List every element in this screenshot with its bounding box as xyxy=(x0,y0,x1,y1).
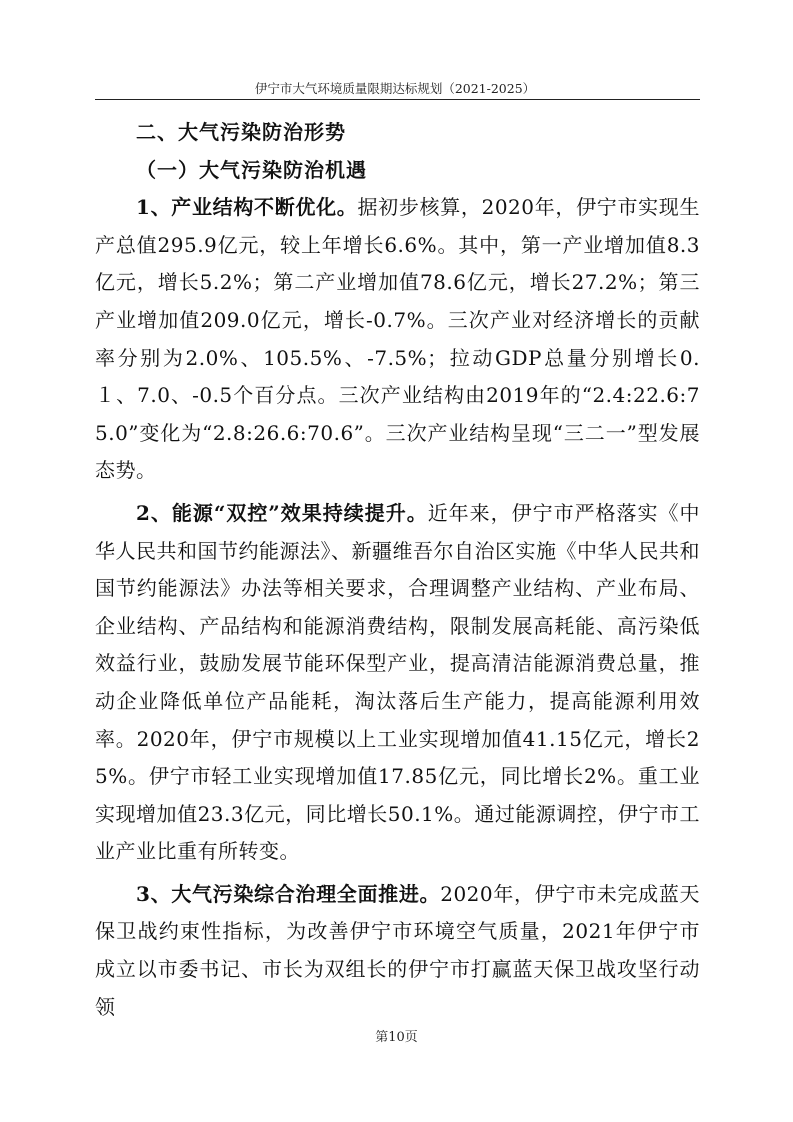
paragraph-industry-structure xyxy=(95,189,700,490)
page-number: 第10页 xyxy=(375,1030,418,1045)
page-body xyxy=(95,114,700,1026)
paragraph-lead: 3、大气污染综合治理全面推进。 xyxy=(136,881,441,906)
paragraph-text: 2020年，伊宁市未完成蓝天保卫战约束性指标，为改善伊宁市环境空气质量，2021年伊宁市成立以市委书记、市长为双组长的伊宁市打赢蓝天保卫战攻坚行动领 xyxy=(95,881,701,1019)
header-divider xyxy=(95,99,700,100)
paragraph-text: 近年来，伊宁市严格落实《中华人民共和国节约能源法》、新疆维吾尔自治区实施《中华人民共和国节约能源法》办法等相关要求，合理调整产业结构、产业布局、企业结构、产品结构和能源消费结构，限制发展高耗能、高污染低效益行业，鼓励发展节能环保型产业，提高清洁能源消费总量，推动企业降低单位产品能耗，淘汰落后生产能力，提高能源利用效率。2020年，伊宁市规模以上工业实现增加值41.15亿元，增长25%。伊宁市轻工业实现增加值17.85亿元，同比增长2%。重工业实现增加值23.3亿元，同比增长50.1%。通过能源调控，伊宁市工业产业比重有所转变。 xyxy=(95,500,700,864)
running-header: 伊宁市大气环境质量限期达标规划（2021-2025） xyxy=(254,81,536,96)
paragraph-pollution-governance xyxy=(95,876,700,1026)
section-heading: 二、大气污染防治形势 xyxy=(136,120,346,144)
paragraph-lead: 1、产业结构不断优化。 xyxy=(136,195,358,220)
paragraph-lead: 2、能源“双控”效果持续提升。 xyxy=(136,500,428,525)
subsection-heading: （一）大气污染防治机遇 xyxy=(136,157,367,182)
paragraph-energy-control xyxy=(95,495,700,871)
paragraph-text: 据初步核算，2020年，伊宁市实现生产总值295.9亿元，较上年增长6.6%。其中，第一产业增加值8.3亿元，增长5.2%；第二产业增加值78.6亿元，增长27.2%；第三产业增加值209.0亿元，增长-0.7%。三次产业对经济增长的贡献率分别为2.0%、105.5%、-7.5%；拉动GDP总量分别增长0.１、7.0、-0.5个百分点。三次产业结构由2019年的“2.4:22.6:75.0”变化为“2.8:26.6:70.6”。三次产业结构呈现“三二一”型发展态势。 xyxy=(95,195,700,483)
